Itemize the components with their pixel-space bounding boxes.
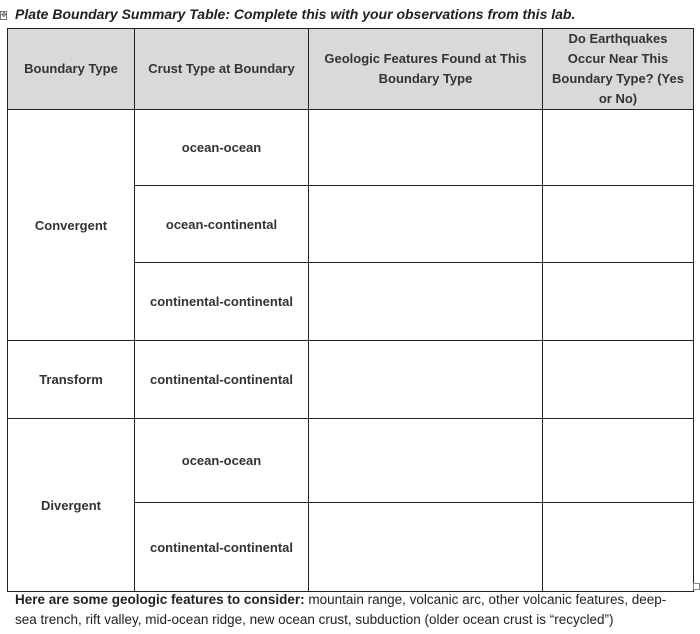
footnote [15,590,685,630]
header-geologic-features: Geologic Features Found at This Boundary Type [309,29,543,110]
footnote-text: mountain range, volcanic arc, other volcanic features, deep-sea trench, rift valley, mid-ocean ridge, new ocean crust, subduction (older ocean crust is “recycled”) [15,592,667,627]
earthquake-input-cell[interactable] [543,263,694,341]
earthquake-input-cell[interactable] [543,341,694,419]
features-input-cell[interactable] [309,186,543,263]
features-input-cell[interactable] [309,341,543,419]
earthquake-input-cell[interactable] [543,110,694,186]
table-move-handle-icon[interactable]: ✥ [1,12,7,19]
table-header-row [8,29,694,110]
features-input-cell[interactable] [309,419,543,503]
features-input-cell[interactable] [309,503,543,592]
boundary-transform: Transform [8,341,135,419]
earthquake-input-cell[interactable] [543,503,694,592]
plate-boundary-table [7,28,694,592]
footnote-lead: Here are some geologic features to consider: [15,592,305,607]
crust-cell: ocean-continental [135,186,309,263]
header-crust-type: Crust Type at Boundary [135,29,309,110]
table-title: Plate Boundary Summary Table: Complete this with your observations from this lab. [15,6,576,22]
earthquake-input-cell[interactable] [543,186,694,263]
crust-cell: continental-continental [135,341,309,419]
table-row [8,419,694,503]
crust-cell: ocean-ocean [135,110,309,186]
features-input-cell[interactable] [309,263,543,341]
boundary-divergent: Divergent [8,419,135,592]
features-input-cell[interactable] [309,110,543,186]
crust-cell: continental-continental [135,263,309,341]
header-earthquakes: Do Earthquakes Occur Near This Boundary Type? (Yes or No) [543,29,694,110]
boundary-convergent: Convergent [8,110,135,341]
header-boundary-type: Boundary Type [8,29,135,110]
crust-cell: continental-continental [135,503,309,592]
earthquake-input-cell[interactable] [543,419,694,503]
table-row [8,110,694,186]
table-row [8,341,694,419]
crust-cell: ocean-ocean [135,419,309,503]
table-resize-handle-icon[interactable] [693,583,700,590]
